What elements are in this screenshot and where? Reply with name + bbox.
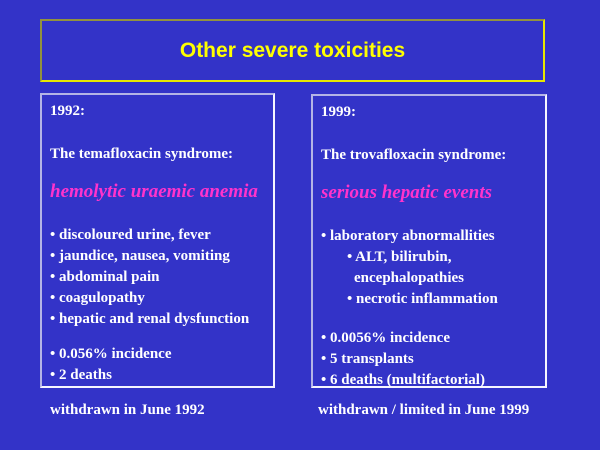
stat-item: • 2 deaths [50, 367, 112, 383]
right-panel-highlight: serious hepatic events [321, 182, 492, 203]
slide-title: Other severe toxicities [179, 38, 406, 62]
stat-item: • 6 deaths (multifactorial) [321, 372, 485, 388]
right-panel-year: 1999: [321, 104, 356, 120]
spacer [321, 310, 539, 328]
stat-item: • 5 transplants [321, 351, 414, 367]
stat-item: • 0.0056% incidence [321, 330, 450, 346]
title-box [40, 19, 545, 82]
bullet-item: • jaundice, nausea, vomiting [50, 248, 230, 264]
bullet-item: • hepatic and renal dysfunction [50, 311, 250, 327]
spacer [50, 330, 267, 344]
right-panel-syndrome: The trovafloxacin syndrome: [321, 147, 507, 163]
stat-item: • 0.056% incidence [50, 346, 172, 362]
right-panel-1999 [311, 94, 547, 388]
bullet-item: • ALT, bilirubin, [347, 249, 452, 265]
bullet-item: • laboratory abnormallities [321, 228, 495, 244]
bullet-item: • discoloured urine, fever [50, 227, 211, 243]
left-panel-highlight: hemolytic uraemic anemia [50, 181, 258, 202]
bullet-item: • coagulopathy [50, 290, 145, 306]
right-panel-footer: withdrawn / limited in June 1999 [318, 402, 530, 418]
left-panel-1992 [40, 93, 275, 388]
left-panel-footer: withdrawn in June 1992 [50, 402, 205, 418]
left-panel-syndrome: The temafloxacin syndrome: [50, 146, 234, 162]
left-panel-year: 1992: [50, 103, 85, 119]
bullet-item: encephalopathies [354, 270, 465, 286]
bullet-item: • abdominal pain [50, 269, 160, 285]
bullet-item: • necrotic inflammation [347, 291, 498, 307]
